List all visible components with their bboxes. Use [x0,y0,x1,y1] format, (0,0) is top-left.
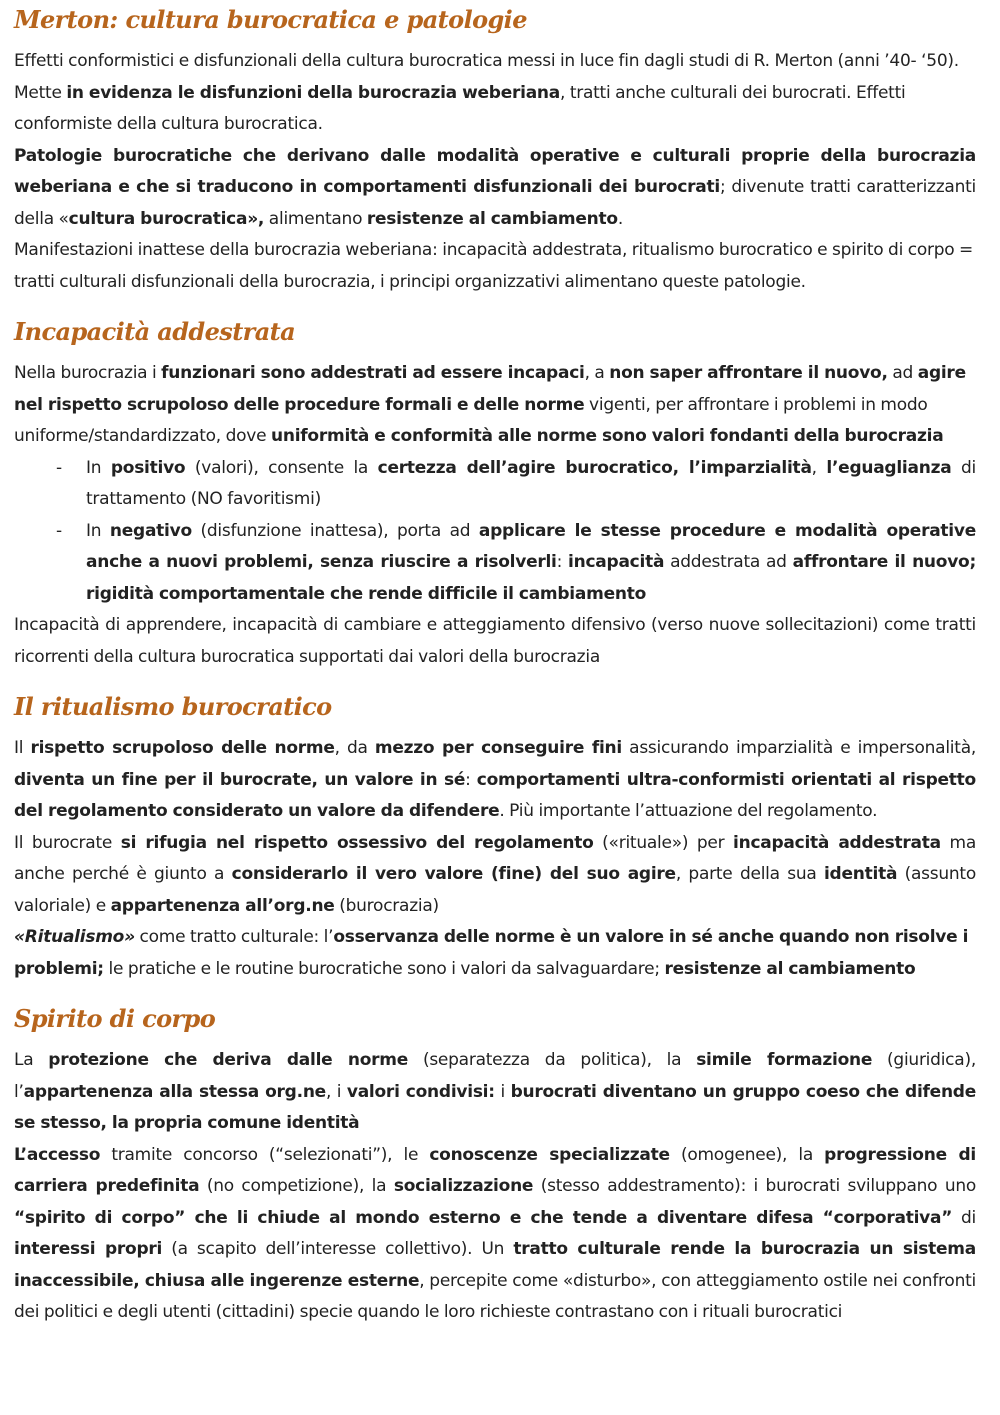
text-run: (assunto valoriale) e [14,864,976,916]
text-run: Incapacità di apprendere, incapacità di cambiare e atteggiamento difensivo (verso nuove sollecitazioni) come tratti ricorrenti della cultura burocratica supportati dai valori della burocrazia [14,615,976,667]
text-run: In [86,457,111,478]
emphasis-text: appartenenza alla stessa org.ne [23,1081,326,1102]
emphasis-text: conoscenze specializzate [429,1144,670,1165]
section-title: Merton: cultura burocratica e patologie [14,5,527,34]
text-run: (no competizione), la [199,1176,394,1196]
text-run: (a scapito dell’interesse collettivo). Un [162,1239,514,1259]
text-run: ad [887,363,918,383]
text-run: Il [14,738,31,758]
text-run: In [86,520,110,541]
text-run: i [494,1081,511,1102]
text-run: . Più importante l’attuazione del regolamento. [499,801,878,821]
text-run: tramite concorso (“selezionati”), le [100,1144,430,1165]
text-run: , a [584,363,610,383]
text-run: , i [325,1081,347,1102]
paragraph [14,922,976,985]
text-run: , parte della sua [675,864,824,884]
paragraph [14,46,976,141]
emphasis-text: incapacità [568,552,665,572]
text-run: («rituale») per [593,832,734,853]
text-run: ma anche perché è giunto a [14,832,976,884]
emphasis-text: appartenenza all’org.ne [110,895,335,916]
section-title: Incapacità addestrata [14,317,296,346]
text-run: Effetti conformistici e disfunzionali della cultura burocratica messi in luce fin dagli studi di R. Merton (anni ’40- ‘50). Mette [14,51,959,103]
text-run: : [556,552,569,572]
list-item [56,453,977,516]
emphasis-text: affrontare il nuovo; rigidità comportamentale che rende difficile il cambiamento [86,552,977,604]
text-run: addestrata ad [664,552,793,572]
paragraph [14,1140,976,1329]
text-run: (stesso addestramento): i burocrati sviluppano uno [533,1176,977,1196]
text-run: come tratto culturale: l’ [134,927,334,947]
text-run: La [14,1050,49,1070]
text-run: (disfunzione inattesa), porta ad [191,520,479,541]
emphasis-text: considerarlo il vero valore (fine) del suo agire [231,864,676,884]
text-run: (omogenee), la [669,1144,825,1165]
text-run: Nella burocrazia i [14,363,162,383]
emphasis-text: uniformità e conformità alle norme sono valori fondanti della burocrazia [270,426,944,446]
text-run: , tratti anche culturali dei burocrati. Effetti conformiste della cultura burocratica. [14,82,906,134]
emphasis-text: negativo [109,520,192,541]
emphasis-text: positivo [110,457,186,478]
text-run: Il burocrate [14,832,121,853]
emphasis-text: agire nel rispetto scrupoloso delle procedure formali e delle norme [14,363,966,415]
paragraph [14,235,976,298]
emphasis-text: certezza dell’agire burocratico, l’imparzialità [377,457,812,478]
emphasis-text: socializzazione [393,1176,534,1196]
emphasis-text: identità [823,864,898,884]
emphasis-text: mezzo per conseguire fini [374,738,622,758]
text-run: . [617,208,623,229]
emphasis-text: non saper affrontare il nuovo, [609,363,888,383]
emphasis-text: progressione di carriera predefinita [14,1144,977,1196]
text-run: : [465,769,477,790]
emphasis-text: Patologie burocratiche che derivano dalle modalità operative e culturali proprie della burocrazia weberiana e che si traducono in comportamenti disfunzionali dei burocrati [14,145,976,197]
text-run: alimentano [264,208,367,229]
paragraph [14,733,976,828]
text-run: (giuridica), l’ [14,1050,976,1102]
bullet-list [14,453,976,611]
text-run: Manifestazioni inattese della burocrazia weberiana: incapacità addestrata, ritualismo burocratico e spirito di corpo = tratti culturali disfunzionali della burocrazia, i principi organizzativi alimentano queste patologie. [14,240,974,292]
paragraph [14,610,976,673]
text-run: , percepite come «disturbo», con atteggiamento ostile nei confronti dei politici e degli utenti (cittadini) specie quando le loro richieste contrastano con i rituali burocratici [14,1270,976,1322]
paragraph [14,141,976,236]
emphasis-text: osservanza delle norme è un valore in sé anche quando non risolve i problemi; [14,927,969,979]
text-run: (burocrazia) [334,895,439,916]
emphasis-text: applicare le stesse procedure e modalità operative anche a nuovi problemi, senza riuscire a risolverli [86,520,976,572]
emphasis-text: incapacità addestrata [733,832,941,853]
emphasis-text: resistenze al cambiamento [366,208,618,229]
emphasis-text: l’eguaglianza [826,457,952,478]
paragraph [14,1045,976,1140]
emphasis-text: burocrati diventano un gruppo coeso che difende se stesso, la propria comune identità [14,1081,977,1133]
emphasis-text: simile formazione [696,1050,873,1070]
list-item-text [86,521,976,604]
text-run: di trattamento (NO favoritismi) [86,457,977,509]
emphasis-text: «Ritualismo» [14,927,135,947]
paragraph [14,358,976,453]
dash-bullet: - [56,520,62,541]
emphasis-text: interessi propri [14,1239,163,1259]
emphasis-text: valori condivisi: [346,1081,495,1102]
emphasis-text: resistenze al cambiamento [664,958,916,979]
text-run: (valori), consente la [185,457,378,478]
text-run: assicurando imparzialità e impersonalità, [621,738,977,758]
emphasis-text: protezione che deriva dalle norme [48,1050,409,1070]
section-title: Spirito di corpo [14,1004,216,1033]
text-run: (separatezza da politica), la [408,1050,697,1070]
dash-bullet: - [56,457,62,478]
emphasis-text: in evidenza le disfunzioni della burocrazia weberiana [66,82,561,103]
text-run: vigenti, per affrontare i problemi in modo uniforme/standardizzato, dove [14,394,928,446]
text-run: , da [334,738,375,758]
list-item-text [86,458,976,510]
emphasis-text: L’accesso [14,1144,101,1165]
emphasis-text: rispetto scrupoloso delle norme [30,738,335,758]
emphasis-text: diventa un fine per il burocrate, un valore in sé [14,769,466,790]
text-run: di [952,1207,976,1228]
list-item [56,516,977,611]
text-run: , [811,457,827,478]
emphasis-text: si rifugia nel rispetto ossessivo del regolamento [120,832,594,853]
paragraph [14,828,976,923]
text-run: le pratiche e le routine burocratiche sono i valori da salvaguardare; [103,958,665,979]
text-run: ; divenute tratti caratterizzanti della « [14,177,976,229]
emphasis-text: “spirito di corpo” che li chiude al mondo esterno e che tende a diventare difesa “corporativa” [14,1207,953,1228]
emphasis-text: cultura burocratica», [68,208,265,229]
emphasis-text: tratto culturale rende la burocrazia un sistema inaccessibile, chiusa alle ingerenze esterne [14,1239,976,1291]
emphasis-text: funzionari sono addestrati ad essere incapaci [161,363,585,383]
emphasis-text: comportamenti ultra-conformisti orientati al rispetto del regolamento considerato un valore da difendere [14,769,976,821]
section-title: Il ritualismo burocratico [14,692,332,721]
